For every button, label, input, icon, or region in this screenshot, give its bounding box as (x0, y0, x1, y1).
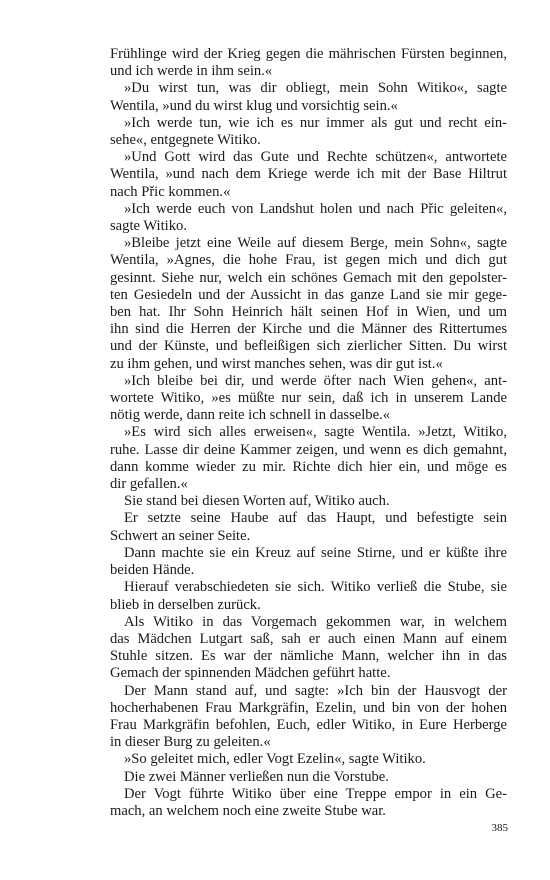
text-line: Wentila, »Agnes, die hohe Frau, ist gegen mich und dich gut (110, 252, 507, 269)
paragraph (110, 510, 507, 544)
text-line: Als Witiko in das Vorgemach gekommen war, in welchem (124, 613, 507, 630)
text-line: Der Vogt führte Witiko über eine Treppe empor in ein Ge- (124, 785, 507, 802)
text-line: ihn sind die Herren der Kirche und die Männer des Rittertumes (110, 321, 507, 338)
text-line: ten Gesiedeln und der Aussicht in das ganze Land sie mir gege- (110, 286, 507, 303)
text-line: »Es wird sich alles erweisen«, sagte Wentila. »Jetzt, Witiko, (124, 424, 507, 441)
text-line: »Bleibe jetzt eine Weile auf diesem Berge, mein Sohn«, sagte (124, 235, 507, 252)
paragraph (110, 373, 507, 425)
text-line: blieb in derselben zurück. (110, 596, 261, 613)
text-line: sagte Witiko. (110, 218, 187, 235)
text-line: Frühlinge wird der Krieg gegen die mährischen Fürsten beginnen, (110, 46, 507, 62)
text-line: nach Přic kommen.« (110, 183, 231, 200)
text-line: Die zwei Männer verließen nun die Vorstube. (124, 768, 389, 785)
text-line: »Du wirst tun, was dir obliegt, mein Sohn Witiko«, sagte (124, 80, 507, 97)
text-line: »Ich werde tun, wie ich es nur immer als gut und recht ein- (124, 114, 507, 131)
text-line: Gemach der spinnenden Mädchen geführt hatte. (110, 665, 391, 682)
paragraph (110, 769, 507, 786)
text-line: in dieser Burg zu geleiten.« (110, 734, 271, 751)
text-line: Frau Markgräfin befohlen, Euch, edler Witiko, in Eure Herberge (110, 716, 507, 733)
paragraph (110, 579, 507, 613)
text-line: das Mädchen Lutgart saß, sah er auch einen Mann auf einem (110, 630, 507, 647)
paragraph (110, 235, 507, 373)
text-line: sehe«, entgegnete Witiko. (110, 132, 261, 149)
paragraph (110, 201, 507, 235)
text-line: gesinnt. Siehe nur, welch ein schönes Gemach mit den gepolster- (110, 269, 507, 286)
text-line: Wentila, »und du wirst klug und vorsichtig sein.« (110, 97, 398, 114)
text-line: mach, an welchem noch eine zweite Stube war. (110, 802, 386, 819)
text-line: zu ihm gehen, und wirst manches sehen, was dir gut ist.« (110, 355, 443, 372)
text-line: »So geleitet mich, edler Vogt Ezelin«, sagte Witiko. (124, 751, 426, 768)
text-line: dann komme wieder zu mir. Richte dich hier ein, und möge es (110, 458, 507, 475)
text-line: und der Künste, und befleißigen sich zierlicher Sitten. Du wirst (110, 338, 507, 355)
paragraph (110, 751, 507, 768)
paragraph (110, 786, 507, 820)
text-line: nötig werde, dann reite ich schnell in dasselbe.« (110, 407, 391, 424)
text-line: »Und Gott wird das Gute und Rechte schützen«, antwortete (124, 149, 507, 166)
text-line: beiden Hände. (110, 562, 195, 579)
text-line: und ich werde in ihm sein.« (110, 63, 273, 80)
page-body (110, 46, 507, 820)
text-line: »Ich werde euch von Landshut holen und nach Přic geleiten«, (124, 200, 507, 217)
text-line: Sie stand bei diesen Worten auf, Witiko auch. (124, 493, 390, 510)
text-line: Schwert an seiner Seite. (110, 527, 251, 544)
paragraph (110, 545, 507, 579)
text-line: dir gefallen.« (110, 476, 188, 493)
text-line: Hierauf verabschiedeten sie sich. Witiko verließ die Stube, sie (124, 579, 507, 596)
text-line: Stuhle sitzen. Es war der nämliche Mann, welcher ihn in das (110, 648, 507, 665)
paragraph (110, 614, 507, 683)
paragraph (110, 424, 507, 493)
paragraph (110, 80, 507, 114)
paragraph (110, 115, 507, 149)
text-line: »Ich bleibe bei dir, und werde öfter nach Wien gehen«, ant- (124, 372, 507, 389)
text-line: ruhe. Lasse dir deine Kammer zeigen, und wenn es dich gemahnt, (110, 441, 507, 458)
paragraph (110, 149, 507, 201)
paragraph (110, 493, 507, 510)
paragraph (110, 683, 507, 752)
text-line: Dann machte sie ein Kreuz auf seine Stirne, und er küßte ihre (124, 544, 507, 561)
text-line: hocherhabenen Frau Markgräfin, Ezelin, und bin von der hohen (110, 699, 507, 716)
text-line: ben hat. Ihr Sohn Heinrich hält seinen Hof in Wien, und um (110, 304, 507, 321)
text-line: Er setzte seine Haube auf das Haupt, und befestigte sein (124, 510, 507, 527)
text-line: Wentila, »und nach dem Kriege werde ich mit der Base Hiltrut (110, 166, 507, 183)
text-line: Der Mann stand auf, und sagte: »Ich bin der Hausvogt der (124, 682, 507, 699)
paragraph (110, 46, 507, 80)
page-number: 385 (491, 822, 508, 834)
text-line: wortete Witiko, »es müßte nur sein, daß ich in unserem Lande (110, 390, 507, 407)
